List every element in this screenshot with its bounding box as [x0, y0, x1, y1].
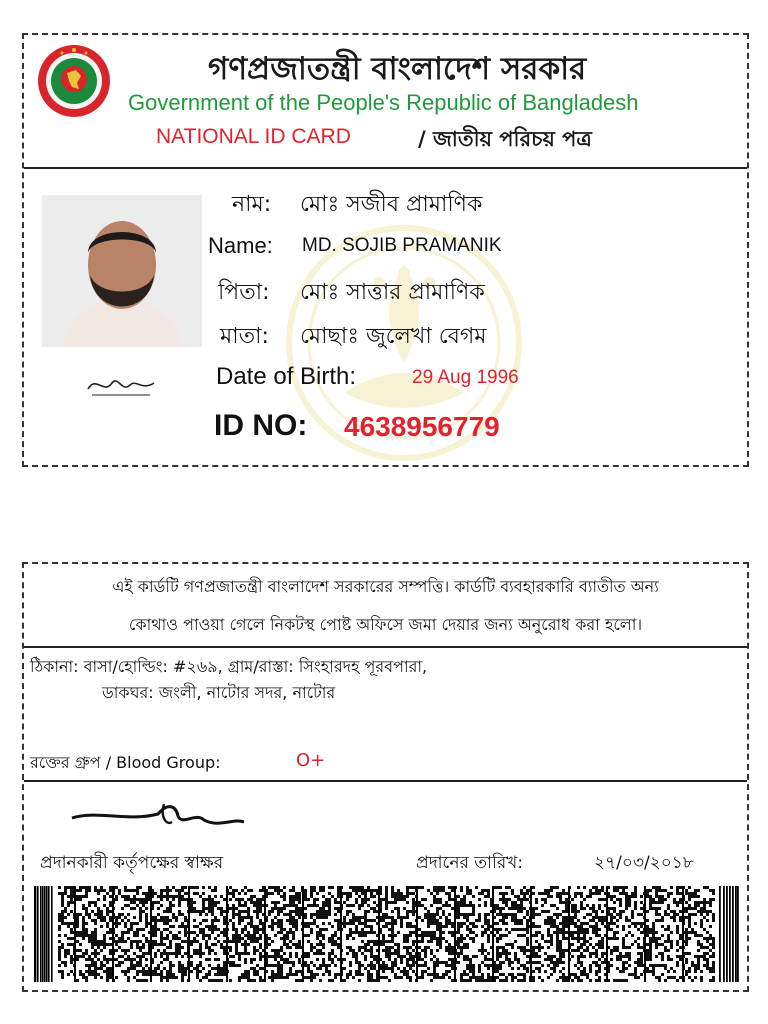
id-card-back [22, 562, 749, 992]
id-value: 4638956779 [344, 411, 500, 442]
dob-label: Date of Birth: [216, 363, 357, 390]
holder-signature [82, 365, 162, 405]
blood-group-value: O+ [296, 750, 326, 771]
father-label: পিতা: [218, 280, 270, 305]
id-card-front [22, 33, 749, 467]
card-type-english: NATIONAL ID CARD [156, 125, 351, 148]
notice-divider [24, 646, 747, 648]
name-bn-label: নাম: [232, 192, 272, 217]
authority-signature [68, 792, 248, 838]
id-label: ID NO: [214, 409, 308, 442]
header-divider [24, 167, 747, 169]
dob-value: 29 Aug 1996 [412, 367, 519, 388]
address-line-2: ডাকঘর: জংলী, নাটোর সদর, নাটোর [102, 683, 336, 702]
father-value: মোঃ সাত্তার প্রামাণিক [300, 280, 485, 305]
holder-photo [42, 195, 202, 347]
name-bn-value: মোঃ সজীব প্রামাণিক [300, 192, 483, 217]
name-en-label: Name: [208, 233, 273, 258]
authority-signature-label: প্রদানকারী কর্তৃপক্ষের স্বাক্ষর [40, 853, 224, 873]
title-bengali: গণপ্রজাতন্ত্রী বাংলাদেশ সরকার [208, 51, 587, 87]
mother-value: মোছাঃ জুলেখা বেগম [300, 324, 487, 349]
blood-group-label: রক্তের গ্রুপ / Blood Group: [30, 753, 221, 772]
blood-divider [24, 780, 747, 782]
issue-date-value: ২৭/০৩/২০১৮ [594, 853, 694, 873]
address-line-1: ঠিকানা: বাসা/হোল্ডিং: #২৬৯, গ্রাম/রাস্তা: সিংহারদহ পূরবপারা, [30, 657, 428, 676]
notice-line-1: এই কার্ডটি গণপ্রজাতন্ত্রী বাংলাদেশ সরকারের সম্পত্তি। কার্ডটি ব্যবহারকারি ব্যাতীত অন্য [112, 577, 659, 596]
pdf417-barcode [34, 886, 739, 982]
mother-label: মাতা: [220, 324, 269, 349]
notice-line-2: কোথাও পাওয়া গেলে নিকটস্থ পোষ্ট অফিসে জমা দেয়ার জন্য অনুরোধ করা হলো। [128, 615, 643, 634]
government-emblem-icon [36, 43, 112, 119]
card-type-bengali: / জাতীয় পরিচয় পত্র [418, 127, 592, 151]
title-english: Government of the People's Republic of Bangladesh [128, 90, 639, 115]
issue-date-label: প্রদানের তারিখ: [416, 853, 524, 873]
name-en-value: MD. SOJIB PRAMANIK [302, 235, 502, 256]
